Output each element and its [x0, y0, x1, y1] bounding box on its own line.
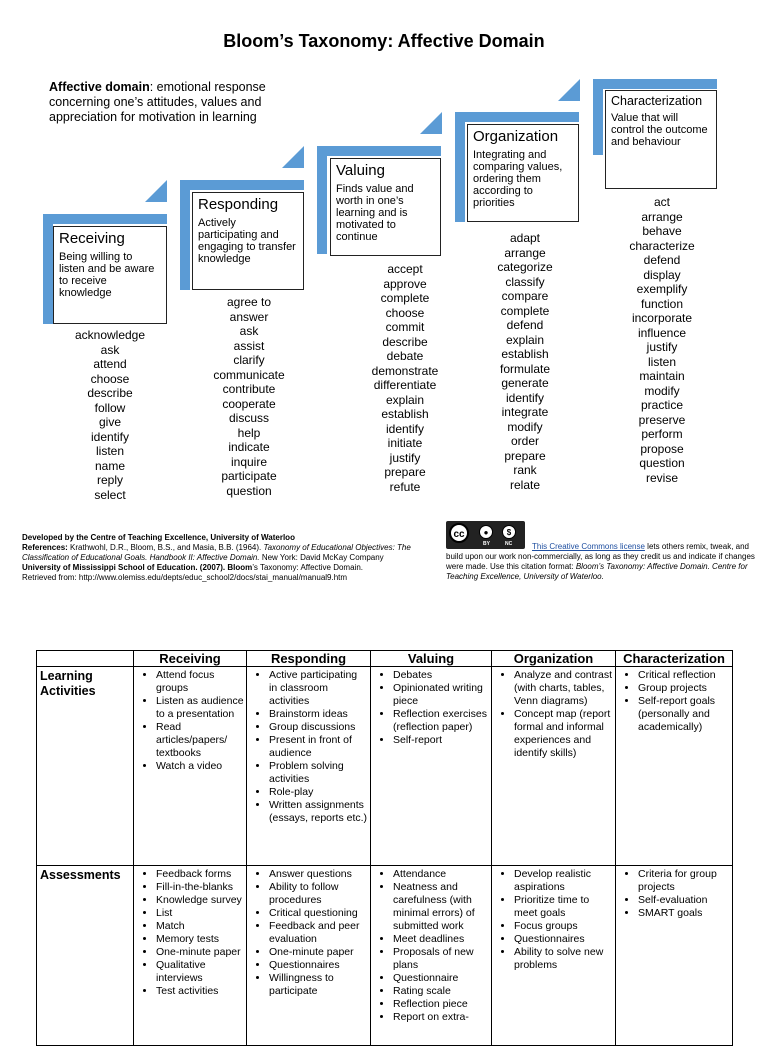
list-item: • Fill-in-the-blanks: [156, 881, 244, 894]
verb: maintain: [639, 369, 685, 383]
verb: identify: [385, 421, 425, 436]
level-description: Value that will control the outcome and behaviour: [611, 112, 708, 148]
list-item: • Read articles/papers/ textbooks: [156, 721, 244, 760]
step-frame-organization-side: [455, 112, 465, 222]
verb-list-organization: [465, 231, 585, 492]
table-cell: [134, 667, 247, 866]
verb: defend: [643, 253, 681, 267]
list-item: • Criteria for group projects: [638, 868, 730, 894]
definition-text: : emotional response concerning one’s attitudes, values and appreciation for motivation in learning: [49, 80, 266, 124]
list-item: • SMART goals: [638, 907, 730, 920]
bullet-list: [136, 669, 244, 773]
list-item: • Questionnaire: [393, 972, 489, 985]
attribution-icon: ●: [479, 525, 493, 539]
page-title: Bloom’s Taxonomy: Affective Domain: [223, 31, 545, 51]
list-item: • Knowledge survey: [156, 894, 244, 907]
verb: differentiate: [373, 378, 437, 392]
list-item: • List: [156, 907, 244, 920]
verb: arrange: [504, 245, 546, 260]
list-item: • Qualitative interviews: [156, 959, 244, 985]
step-arrow-organization: [558, 79, 580, 101]
verb: listen: [647, 354, 676, 369]
list-item: • Active participating in classroom activities: [269, 669, 368, 708]
level-description: Finds value and worth in one’s learning and is motivated to continue: [336, 183, 414, 243]
table-row: [37, 667, 733, 866]
definition-term: Affective domain: [49, 80, 150, 94]
list-item: • Role-play: [269, 786, 368, 799]
umiss-rest: ’s Taxonomy: Affective Domain.: [252, 563, 363, 572]
verb: inquire: [230, 454, 268, 469]
verb: refute: [389, 479, 421, 494]
verb-list-characterization: [602, 195, 722, 485]
verb: choose: [385, 305, 425, 320]
list-item: • Attendance: [393, 868, 489, 881]
verb: explain: [385, 392, 425, 407]
verb: describe: [87, 386, 133, 400]
verb: debate: [386, 349, 424, 363]
header-cell: Responding: [247, 651, 371, 667]
verb: complete: [380, 291, 430, 305]
table-cell: [247, 667, 371, 866]
verb: question: [639, 456, 685, 470]
list-item: • Questionnaires: [269, 959, 368, 972]
table-cell: [616, 866, 733, 1046]
list-item: • Focus groups: [514, 920, 613, 933]
verb: complete: [500, 303, 550, 318]
verb: arrange: [641, 209, 683, 224]
list-item: • Reflection exercises (reflection paper): [393, 708, 489, 734]
verb: modify: [507, 419, 543, 434]
bullet-list: [618, 669, 730, 734]
references-title: Taxonomy of Educational Objectives: The Classification of Educational Goals. Handbook II: Affective Domain.: [22, 543, 411, 562]
verb: give: [98, 415, 121, 429]
verb: attend: [93, 357, 127, 371]
verb: prepare: [504, 448, 546, 463]
list-item: • Problem solving activities: [269, 760, 368, 786]
domain-definition: [49, 80, 299, 125]
verb: clarify: [233, 353, 265, 367]
verb: display: [643, 267, 681, 282]
list-item: • Critical reflection: [638, 669, 730, 682]
activities-table: [36, 650, 733, 1046]
header-cell: Organization: [492, 651, 616, 667]
list-item: • Group projects: [638, 682, 730, 695]
noncommercial-icon: $: [502, 525, 516, 539]
cc-icon: cc: [449, 523, 469, 543]
credits-block: [22, 533, 440, 583]
level-title: Receiving: [59, 230, 125, 247]
verb: compare: [501, 289, 549, 303]
list-item: • Listen as audience to a presentation: [156, 695, 244, 721]
verb: classify: [505, 274, 545, 289]
list-item: • Debates: [393, 669, 489, 682]
table-cell: [371, 866, 492, 1046]
verb: acknowledge: [74, 328, 146, 342]
list-item: • Brainstorm ideas: [269, 708, 368, 721]
level-box-characterization: [605, 90, 717, 189]
row-label: Assessments: [37, 866, 134, 1046]
table-cell: [134, 866, 247, 1046]
verb: name: [94, 458, 126, 473]
verb: approve: [383, 276, 427, 291]
verb: perform: [641, 427, 683, 441]
bullet-list: [373, 868, 489, 1024]
step-frame-responding-side: [180, 180, 190, 290]
verb: behave: [642, 224, 682, 238]
verb: rank: [513, 463, 537, 477]
header-cell: [37, 651, 134, 667]
list-item: • Concept map (report formal and informal experiences and identify skills): [514, 708, 613, 760]
references: [22, 543, 440, 563]
list-item: • Written assignments (essays, reports etc.): [269, 799, 368, 825]
verb: act: [653, 195, 670, 209]
verb: listen: [95, 444, 124, 458]
level-box-receiving: [53, 226, 167, 324]
step-frame-receiving-side: [43, 214, 53, 324]
list-item: • Match: [156, 920, 244, 933]
verb: participate: [221, 469, 277, 483]
bullet-list: [249, 868, 368, 998]
verb: preserve: [638, 412, 686, 427]
verb: assist: [233, 338, 265, 353]
row-label: Learning Activities: [37, 667, 134, 866]
list-item: • Watch a video: [156, 760, 244, 773]
verb: ask: [239, 324, 259, 338]
references-publisher: New York: David McKay Company: [259, 553, 384, 562]
step-frame-valuing-side: [317, 146, 327, 254]
bullet-list: [249, 669, 368, 825]
verb: formulate: [499, 361, 551, 376]
umiss-bold: University of Mississippi School of Education. (2007). Bloom: [22, 563, 253, 572]
verb: reply: [96, 473, 123, 487]
verb: modify: [644, 383, 680, 398]
list-item: • Report on extra-: [393, 1011, 489, 1024]
verb: justify: [646, 340, 678, 354]
verb: influence: [637, 325, 687, 340]
verb: choose: [90, 371, 130, 386]
list-item: • Critical questioning: [269, 907, 368, 920]
retrieved-from: Retrieved from: http://www.olemiss.edu/depts/educ_school2/docs/stai_manual/manual9.htm: [22, 573, 348, 582]
list-item: • Rating scale: [393, 985, 489, 998]
table-cell: [616, 667, 733, 866]
list-item: • Attend focus groups: [156, 669, 244, 695]
bullet-list: [136, 868, 244, 998]
verb: generate: [501, 376, 549, 390]
list-item: • Questionnaires: [514, 933, 613, 946]
step-frame-characterization: [593, 79, 717, 89]
list-item: • Reflection piece: [393, 998, 489, 1011]
level-title: Responding: [198, 196, 279, 213]
umiss-reference: [22, 563, 440, 573]
table-cell: [492, 667, 616, 866]
bullet-list: [618, 868, 730, 920]
references-authors: Krathwohl, D.R., Bloom, B.S., and Masia, B.B. (1964).: [67, 543, 264, 552]
verb: explain: [505, 332, 545, 347]
list-item: • Memory tests: [156, 933, 244, 946]
table-row: [37, 866, 733, 1046]
list-item: • Self-evaluation: [638, 894, 730, 907]
verb: revise: [645, 470, 678, 485]
list-item: • Meet deadlines: [393, 933, 489, 946]
verb: select: [94, 487, 126, 502]
list-item: • Analyze and contrast (with charts, tables, Venn diagrams): [514, 669, 613, 708]
list-item: • One-minute paper: [269, 946, 368, 959]
verb: contribute: [222, 382, 276, 396]
verb: propose: [640, 441, 684, 456]
list-item: • Neatness and carefulness (with minimal errors) of submitted work: [393, 881, 489, 933]
verb: cooperate: [222, 396, 276, 411]
verb: prepare: [384, 465, 426, 479]
level-description: Integrating and comparing values, ordering them according to priorities: [473, 149, 563, 209]
list-item: • Self-report goals (personally and academically): [638, 695, 730, 734]
verb: identify: [90, 429, 130, 444]
level-description: Actively participating and engaging to transfer knowledge: [198, 217, 296, 265]
bullet-list: [494, 669, 613, 760]
step-arrow-valuing: [420, 112, 442, 134]
verb-list-valuing: [330, 262, 480, 494]
list-item: • Test activities: [156, 985, 244, 998]
verb: answer: [229, 309, 269, 324]
step-frame-characterization-side: [593, 79, 603, 155]
list-item: • Ability to follow procedures: [269, 881, 368, 907]
verb: commit: [385, 320, 425, 334]
level-box-responding: [192, 192, 304, 290]
list-item: • Self-report: [393, 734, 489, 747]
license-link[interactable]: This Creative Commons license: [532, 542, 645, 551]
verb: indicate: [228, 440, 270, 454]
verb: communicate: [213, 367, 285, 382]
step-frame-receiving: [43, 214, 167, 224]
developed-by: Developed by the Centre of Teaching Excellence, University of Waterloo: [22, 533, 295, 542]
by-label: BY: [483, 541, 490, 547]
verb: order: [510, 434, 539, 448]
verb: incorporate: [631, 311, 693, 325]
level-description: Being willing to listen and be aware to receive knowledge: [59, 251, 155, 299]
verb: initiate: [387, 436, 423, 450]
verb: establish: [381, 407, 429, 421]
step-arrow-responding: [282, 146, 304, 168]
license-citation: Bloom’s Taxonomy: Affective Domain. Centre for Teaching Excellence, University of Waterloo.: [446, 562, 748, 581]
header-cell: Characterization: [616, 651, 733, 667]
verb: accept: [387, 262, 423, 276]
verb: establish: [501, 347, 549, 361]
list-item: • Present in front of audience: [269, 734, 368, 760]
verb: ask: [100, 342, 120, 357]
step-frame-responding: [180, 180, 304, 190]
header-cell: Valuing: [371, 651, 492, 667]
verb: integrate: [501, 405, 549, 419]
level-box-organization: [467, 124, 579, 222]
license-body: lets others remix, tweak, and build upon our work non-commercially, as long as they credit us and indicate if changes were made. Use this citation format:: [446, 542, 755, 571]
step-frame-organization: [455, 112, 579, 122]
table-cell: [371, 667, 492, 866]
verb: follow: [94, 400, 126, 415]
list-item: • Prioritize time to meet goals: [514, 894, 613, 920]
list-item: • Feedback and peer evaluation: [269, 920, 368, 946]
verb: justify: [389, 450, 421, 465]
nc-label: NC: [505, 541, 513, 547]
step-arrow-receiving: [145, 180, 167, 202]
verb: characterize: [629, 238, 695, 253]
table-cell: [247, 866, 371, 1046]
verb: categorize: [497, 260, 553, 274]
verb: help: [237, 425, 261, 440]
verb: function: [640, 296, 684, 311]
verb: agree to: [226, 295, 272, 309]
references-label: References:: [22, 543, 68, 552]
list-item: • Answer questions: [269, 868, 368, 881]
level-title: Valuing: [336, 162, 385, 179]
verb: question: [226, 483, 272, 498]
level-title: Characterization: [611, 94, 703, 108]
header-cell: Receiving: [134, 651, 247, 667]
table-cell: [492, 866, 616, 1046]
list-item: • Willingness to participate: [269, 972, 368, 998]
verb: defend: [506, 318, 544, 332]
list-item: • Opinionated writing piece: [393, 682, 489, 708]
list-item: • One-minute paper: [156, 946, 244, 959]
license-text: [446, 542, 761, 582]
verb: practice: [640, 398, 684, 412]
list-item: • Group discussions: [269, 721, 368, 734]
level-title: Organization: [473, 128, 559, 145]
bullet-list: [494, 868, 613, 972]
verb-list-receiving: [50, 328, 170, 502]
verb: adapt: [509, 231, 541, 245]
bullet-list: [373, 669, 489, 747]
verb: demonstrate: [371, 363, 439, 378]
verb: identify: [505, 390, 545, 405]
level-box-valuing: [330, 158, 441, 256]
verb: exemplify: [636, 282, 688, 296]
list-item: • Feedback forms: [156, 868, 244, 881]
verb: relate: [509, 477, 541, 492]
list-item: • Develop realistic aspirations: [514, 868, 613, 894]
list-item: • Proposals of new plans: [393, 946, 489, 972]
table-header-row: [37, 651, 733, 667]
verb-list-responding: [189, 295, 309, 498]
verb: discuss: [228, 411, 269, 425]
list-item: • Ability to solve new problems: [514, 946, 613, 972]
step-frame-valuing: [317, 146, 441, 156]
verb: describe: [382, 334, 428, 349]
